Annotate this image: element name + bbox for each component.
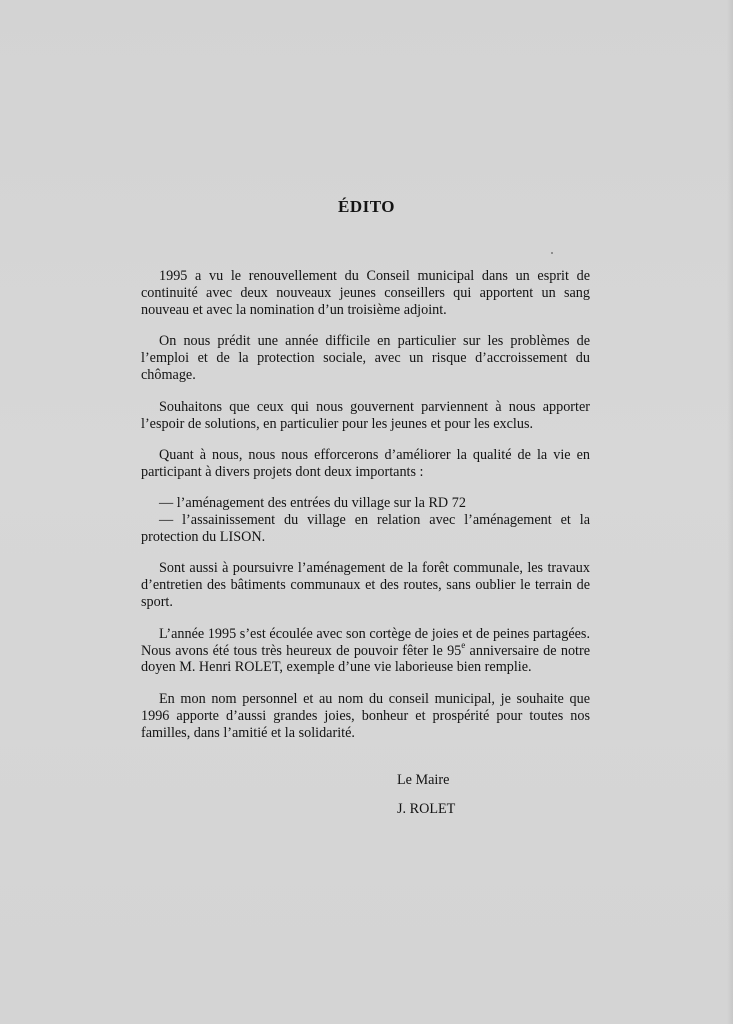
ordinal-suffix: e xyxy=(461,639,466,650)
signature-role: Le Maire xyxy=(397,772,450,788)
paragraph-wishes: En mon nom personnel et au nom du conseil municipal, je souhaite que 1996 apporte d’aussi grandes joies, bonheur et prospérité pour toutes nos familles, dans l’amitié et la solidarité. xyxy=(141,691,590,741)
signature-name: J. ROLET xyxy=(397,801,456,817)
paragraph-hope: Souhaitons que ceux qui nous gouvernent parviennent à nous apporter l’espoir de solutions, en particulier pour les jeunes et pour les exclus. xyxy=(141,398,590,432)
page-title: ÉDITO xyxy=(338,197,395,216)
project-item-entrances: — l’aménagement des entrées du village sur la RD 72 xyxy=(159,494,466,511)
page-edge-shadow xyxy=(727,0,733,1024)
year-review-text-start: L’année 1995 s’est écoulée avec son cortège de joies et de peines partagées. Nous avons été tous très heureux de pouvoir fêter le 95 xyxy=(141,625,590,659)
project-item-sanitation: — l’assainissement du village en relation avec l’aménagement et la protection du LISON. xyxy=(141,511,590,545)
year-review-text-end: anniversaire de notre doyen M. Henri ROLET, exemple d’une vie laborieuse bien remplie. xyxy=(141,642,590,676)
paper-speck xyxy=(551,252,553,254)
paragraph-year-review xyxy=(141,626,590,676)
paragraph-projects-intro: Quant à nous, nous nous efforcerons d’améliorer la qualité de la vie en participant à divers projets dont deux importants : xyxy=(141,447,590,481)
paragraph-difficult-year: On nous prédit une année difficile en particulier sur les problèmes de l’emploi et de la protection sociale, avec un risque d’accroissement du chômage. xyxy=(141,333,590,383)
editorial-body xyxy=(141,268,590,757)
paragraph-council-renewal: 1995 a vu le renouvellement du Conseil municipal dans un esprit de continuité avec deux nouveaux jeunes conseillers qui apportent un sang nouveau et avec la nomination d’un troisième adjoint. xyxy=(141,268,590,318)
projects-list xyxy=(141,495,590,545)
paragraph-other-works: Sont aussi à poursuivre l’aménagement de la forêt communale, les travaux d’entretien des bâtiments communaux et des routes, sans oublier le terrain de sport. xyxy=(141,560,590,610)
